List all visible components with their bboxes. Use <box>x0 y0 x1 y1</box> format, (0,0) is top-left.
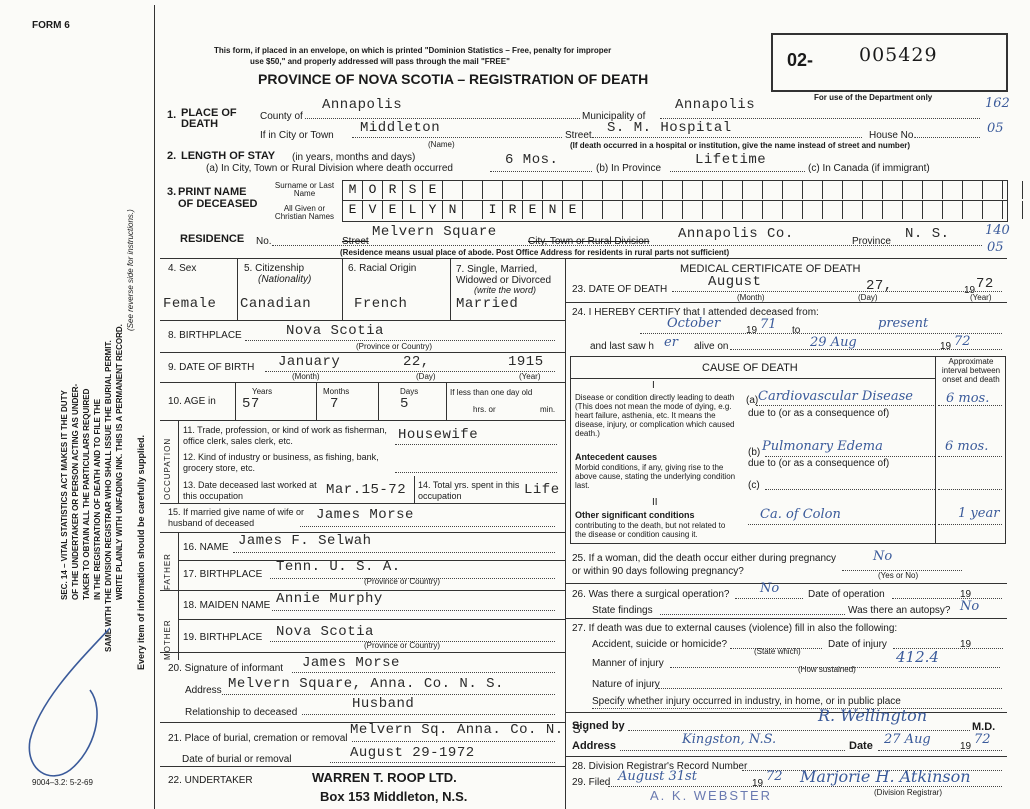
given-char: Y <box>422 201 442 219</box>
stay-province-value: Lifetime <box>695 152 767 168</box>
surname-char: E <box>422 181 442 199</box>
medical-title: MEDICAL CERTIFICATE OF DEATH <box>680 263 861 275</box>
age-years-value: 57 <box>242 396 260 412</box>
postal-notice-line1: This form, if placed in an envelope, on which is printed "Dominion Statistics – Free, penalty for improper <box>214 46 612 55</box>
age-days-value: 5 <box>400 396 409 412</box>
department-code-4: 05 <box>987 240 1004 255</box>
last-saw-pronoun-value: er <box>664 335 678 350</box>
given-char: N <box>442 201 462 219</box>
cause-b-interval: 6 mos. <box>945 439 989 454</box>
surname-char: R <box>382 181 402 199</box>
mother-side-label: MOTHER <box>163 619 172 660</box>
q26-value: No <box>760 581 780 596</box>
father-birthplace-value: Tenn. U. S. A. <box>276 559 401 575</box>
physician-address-value: Kingston, N.S. <box>682 732 777 747</box>
other-condition-interval: 1 year <box>958 506 1000 521</box>
department-use-label: For use of the Department only <box>814 93 933 102</box>
given-char: L <box>402 201 422 219</box>
undertaker-name-value: WARREN T. ROOP LTD. <box>312 770 457 785</box>
pen-scribble <box>10 620 130 790</box>
burial-place-value: Melvern Sq. Anna. Co. N. S. <box>350 722 591 738</box>
total-years-value: Life <box>524 482 560 498</box>
form-footer-code: 9004–3.2: 5-2-69 <box>32 778 93 787</box>
place-of-death-label: PLACE OF DEATH <box>181 107 237 130</box>
marital-value: Married <box>456 296 519 312</box>
registration-prefix: 02- <box>787 50 814 70</box>
registrar-stamp: A. K. WEBSTER <box>650 788 773 803</box>
residence-street-value: Melvern Square <box>372 224 497 240</box>
citizenship-value: Canadian <box>240 296 312 312</box>
informant-name-value: James Morse <box>302 655 400 671</box>
attended-from-year-value: 71 <box>760 317 777 332</box>
county-value: Annapolis <box>322 97 403 113</box>
racial-origin-value: French <box>354 296 408 312</box>
attended-to-value: present <box>878 316 929 331</box>
surname-cells <box>342 181 1030 199</box>
autopsy-value: No <box>960 599 980 614</box>
father-name-value: James F. Selwah <box>238 533 372 549</box>
given-char: E <box>522 201 542 219</box>
mother-maiden-value: Annie Murphy <box>276 591 383 607</box>
department-code-2: 05 <box>987 121 1004 136</box>
father-side-label: FATHER <box>163 553 172 590</box>
last-worked-value: Mar.15-72 <box>326 482 407 498</box>
given-char: I <box>482 201 502 219</box>
cause-title: CAUSE OF DEATH <box>702 362 798 374</box>
interval-header: Approximate interval between onset and death <box>941 357 1001 384</box>
registration-number-box <box>771 33 1008 92</box>
sex-value: Female <box>163 296 217 312</box>
hospital-note: (If death occurred in a hospital or institution, give the name instead of street and number) <box>570 141 911 150</box>
death-month-value: August <box>708 274 762 290</box>
length-of-stay-label: LENGTH OF STAY <box>181 150 276 162</box>
surname-char: M <box>342 181 362 199</box>
given-char: E <box>562 201 582 219</box>
disease-label: Disease or condition directly leading to death (This does not mean the mode of dying, e.g. heart failure, asthenia, etc. It means the disease, injury, or complication which caused death.) <box>575 393 735 438</box>
given-char: V <box>362 201 382 219</box>
birth-month-value: January <box>278 354 341 370</box>
injury-code-value: 412.4 <box>896 648 939 666</box>
margin-rule <box>154 5 155 809</box>
page-title: PROVINCE OF NOVA SCOTIA – REGISTRATION OF DEATH <box>258 71 649 87</box>
form-label: FORM 6 <box>32 20 70 31</box>
burial-date-value: August 29-1972 <box>350 745 475 761</box>
age-months-value: 7 <box>330 396 339 412</box>
occupation-side-label: OCCUPATION <box>163 437 172 500</box>
spouse-value: James Morse <box>316 507 414 523</box>
informant-address-value: Melvern Square, Anna. Co. N. S. <box>228 676 504 692</box>
mother-birthplace-value: Nova Scotia <box>276 624 374 640</box>
registrar-signature: Marjorie H. Atkinson <box>800 767 971 786</box>
residence-division-value: Annapolis Co. <box>678 226 794 242</box>
birth-day-value: 22, <box>403 354 430 370</box>
other-condition-value: Ca. of Colon <box>760 507 841 522</box>
registration-number: 005429 <box>859 44 938 66</box>
cause-b-value: Pulmonary Edema <box>762 439 883 454</box>
cause-a-value: Cardiovascular Disease <box>758 389 913 404</box>
department-code-3: 140 <box>985 223 1010 238</box>
surname-char: O <box>362 181 382 199</box>
signature-year-value: 72 <box>974 732 991 747</box>
given-name-cells <box>342 201 1030 219</box>
birth-year-value: 1915 <box>508 354 544 370</box>
death-year-value: 72 <box>976 276 994 292</box>
given-char: R <box>502 201 522 219</box>
residence-province-value: N. S. <box>905 226 950 242</box>
q25-label: 25. If a woman, did the death occur either during pregnancy or within 90 days following pregnancy? <box>572 553 837 577</box>
undertaker-address-value: Box 153 Middleton, N.S. <box>320 789 468 804</box>
signature-date-value: 27 Aug <box>884 732 931 747</box>
postal-notice-line2: use $50," and properly addressed will pass through the mail "FREE" <box>250 57 510 66</box>
given-char: E <box>382 201 402 219</box>
given-char: N <box>542 201 562 219</box>
residence-label: RESIDENCE <box>180 233 245 245</box>
informant-relationship-value: Husband <box>352 696 415 712</box>
filed-date-value: August 31st <box>618 769 697 784</box>
city-value: Middleton <box>360 120 441 136</box>
department-code-1: 162 <box>985 96 1010 111</box>
last-saw-year-value: 72 <box>954 334 971 349</box>
cause-a-interval: 6 mos. <box>946 391 990 406</box>
surname-char: S <box>402 181 422 199</box>
residence-note: (Residence means usual place of abode. Post Office Address for residents in rural parts not sufficient) <box>340 248 730 257</box>
attended-from-value: October <box>667 316 721 331</box>
stay-city-value: 6 Mos. <box>505 152 559 168</box>
alive-on-value: 29 Aug <box>810 335 857 350</box>
filed-year-value: 72 <box>766 769 783 784</box>
municipality-value: Annapolis <box>675 97 756 113</box>
signed-by-value: R. Wellington <box>818 706 928 725</box>
q25-value: No <box>873 549 893 564</box>
birthplace-value: Nova Scotia <box>286 323 384 339</box>
given-char: E <box>342 201 362 219</box>
trade-value: Housewife <box>398 427 479 443</box>
death-day-value: 27, <box>866 278 893 294</box>
print-name-label: PRINT NAME <box>178 186 247 198</box>
street-value: S. M. Hospital <box>607 120 732 136</box>
